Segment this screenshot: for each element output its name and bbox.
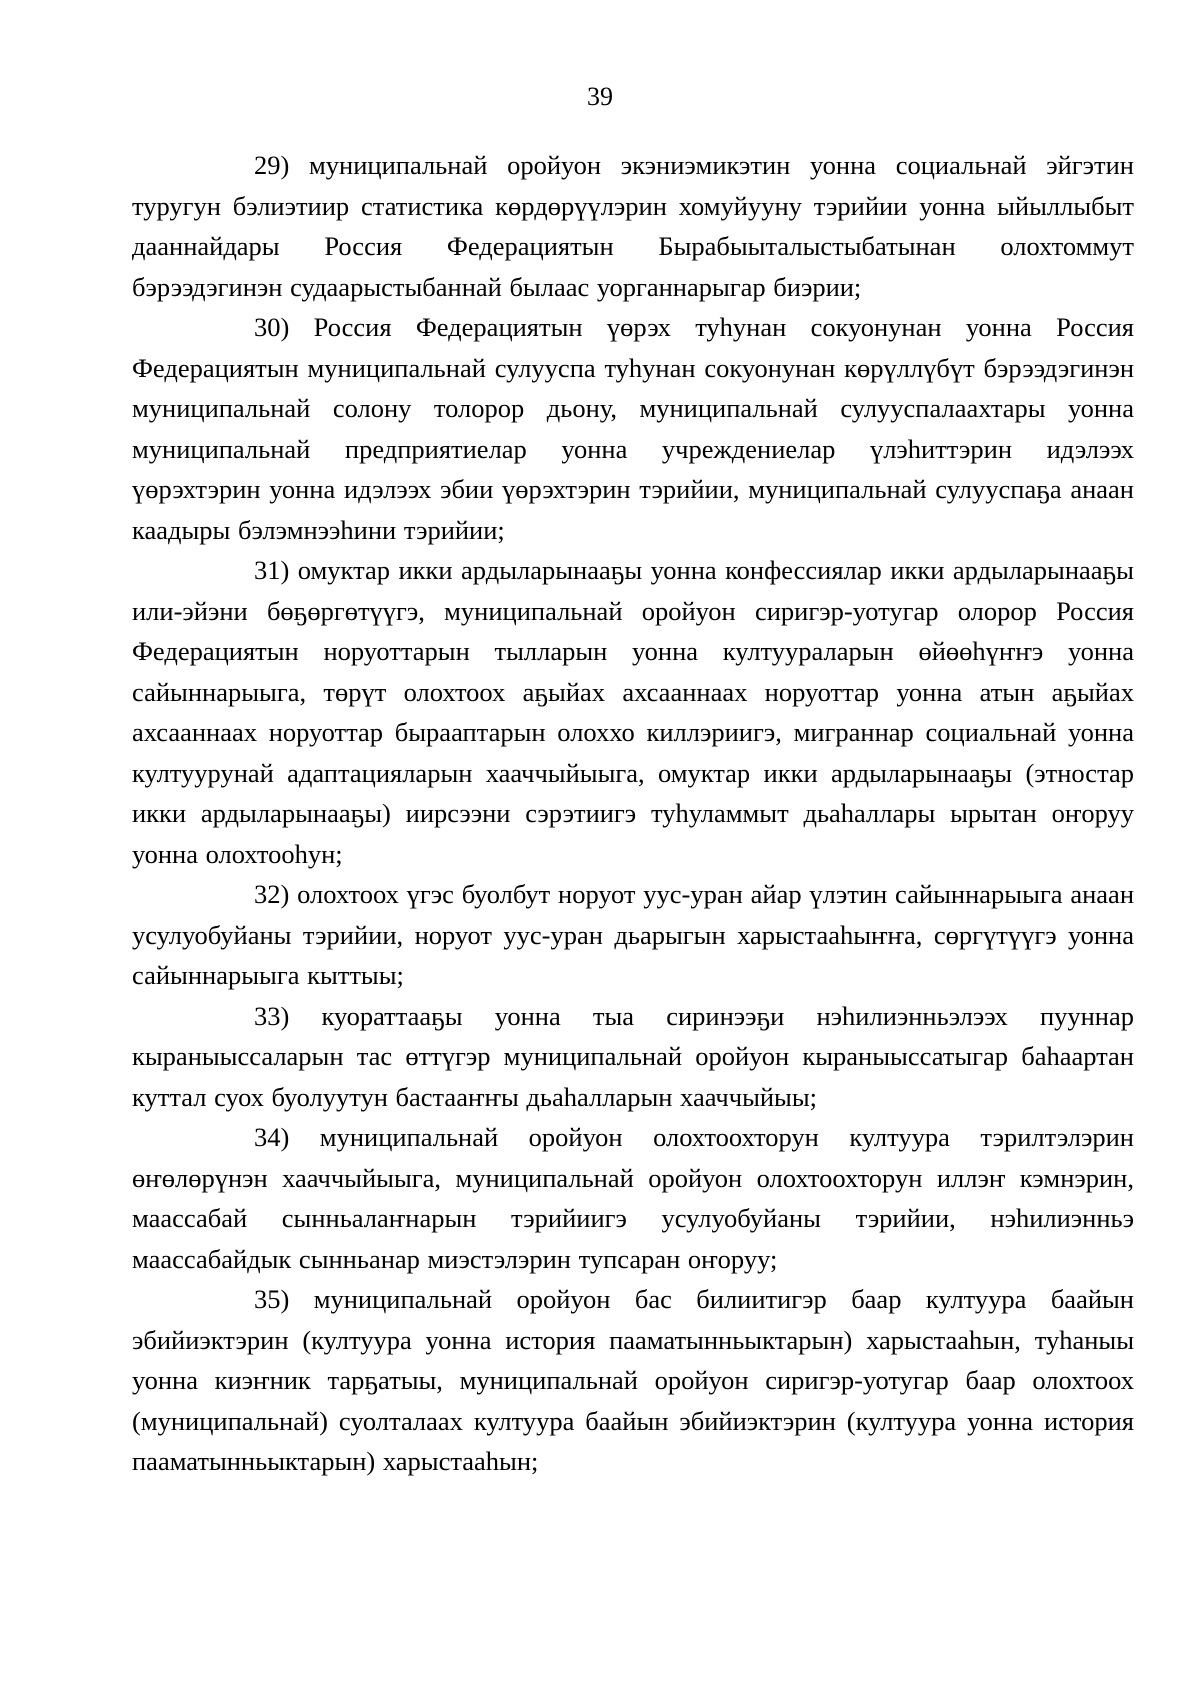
paragraph-item-30: 30) Россия Федерациятын үөрэх туһунан сокуонунан уонна Россия Федерациятын муниципальнай сулууспа туһунан сокуонунан көрүллүбүт бэрээдэгинэн муниципальнай солону толорор дьону, муниципальнай сулууспалаахтары уонна муниципальнай предприятиелар уонна учреждениелар үлэһиттэрин идэлээх үөрэхтэрин уонна идэлээх эбии үөрэхтэрин тэрийии, муниципальнай сулууспаҕа анаан каадыры бэлэмнээһини тэрийии; [132, 312, 1134, 545]
paragraph-item-29: 29) муниципальнай оройуон экэниэмикэтин уонна социальнай эйгэтин туругун бэлиэтиир статистика көрдөрүүлэрин хомуйууну тэрийии уонна ыйыллыбыт дааннайдары Россия Федерациятын Бырабыыталыстыбатынан олохтоммут бэрээдэгинэн судаарыстыбаннай былаас уорганнарыгар биэрии; [132, 150, 1134, 302]
paragraph-item-32: 32) олохтоох үгэс буолбут норуот уус-уран айар үлэтин сайыннарыыга анаан усулуобуйаны тэрийии, норуот уус-уран дьарыгын харыстааһыҥҥа, сөргүтүүгэ уонна сайыннарыыга кыттыы; [132, 879, 1134, 990]
paragraph-item-31: 31) омуктар икки ардыларынааҕы уонна конфессиялар икки ардыларынааҕы или-эйэни бөҕөргөтүүгэ, муниципальнай оройуон сиригэр-уотугар олорор Россия Федерациятын норуоттарын тылларын уонна култуураларын өйөөһүҥҥэ уонна сайыннарыыга, төрүт олохтоох аҕыйах ахсааннаах норуоттар уонна атын аҕыйах ахсааннаах норуоттар бырааптарын олоххо киллэриигэ, миграннар социальнай уонна култуурунай адаптацияларын хааччыйыыга, омуктар икки ардыларынааҕы (этностар икки ардыларынааҕы) иирсээни сэрэтиигэ туһуламмыт дьаһаллары ырытан оҥоруу уонна олохтооһун; [132, 555, 1134, 869]
page-number: 39 [587, 82, 613, 111]
paragraph-item-35: 35) муниципальнай оройуон бас билиитигэр баар култуура баайын эбийиэктэрин (култуура уонна история пааматынньыктарын) харыстааһын, туһаныы уонна киэҥник тарҕатыы, муниципальнай оройуон сиригэр-уотугар баар олохтоох (муниципальнай) суолталаах култуура баайын эбийиэктэрин (култуура уонна история пааматынньыктарын) харыстааһын; [132, 1284, 1134, 1476]
paragraph-item-33: 33) куораттааҕы уонна тыа сиринээҕи нэһилиэнньэлээх пууннар кыраныыссаларын тас өттүгэр муниципальнай оройуон кыраныыссатыгар баһаартан куттал суох буолуутун бастааҥҥы дьаһалларын хааччыйыы; [132, 1000, 1134, 1112]
document-body [132, 145, 1134, 1482]
paragraph-item-34: 34) муниципальнай оройуон олохтоохторун култуура тэрилтэлэрин өҥөлөрүнэн хааччыйыыга, муниципальнай оройуон олохтоохторун иллэҥ кэмнэрин, маассабай сынньалаҥнарын тэрийиигэ усулуобуйаны тэрийии, нэһилиэнньэ маассабайдык сынньанар миэстэлэрин тупсаран оҥоруу; [132, 1122, 1134, 1274]
